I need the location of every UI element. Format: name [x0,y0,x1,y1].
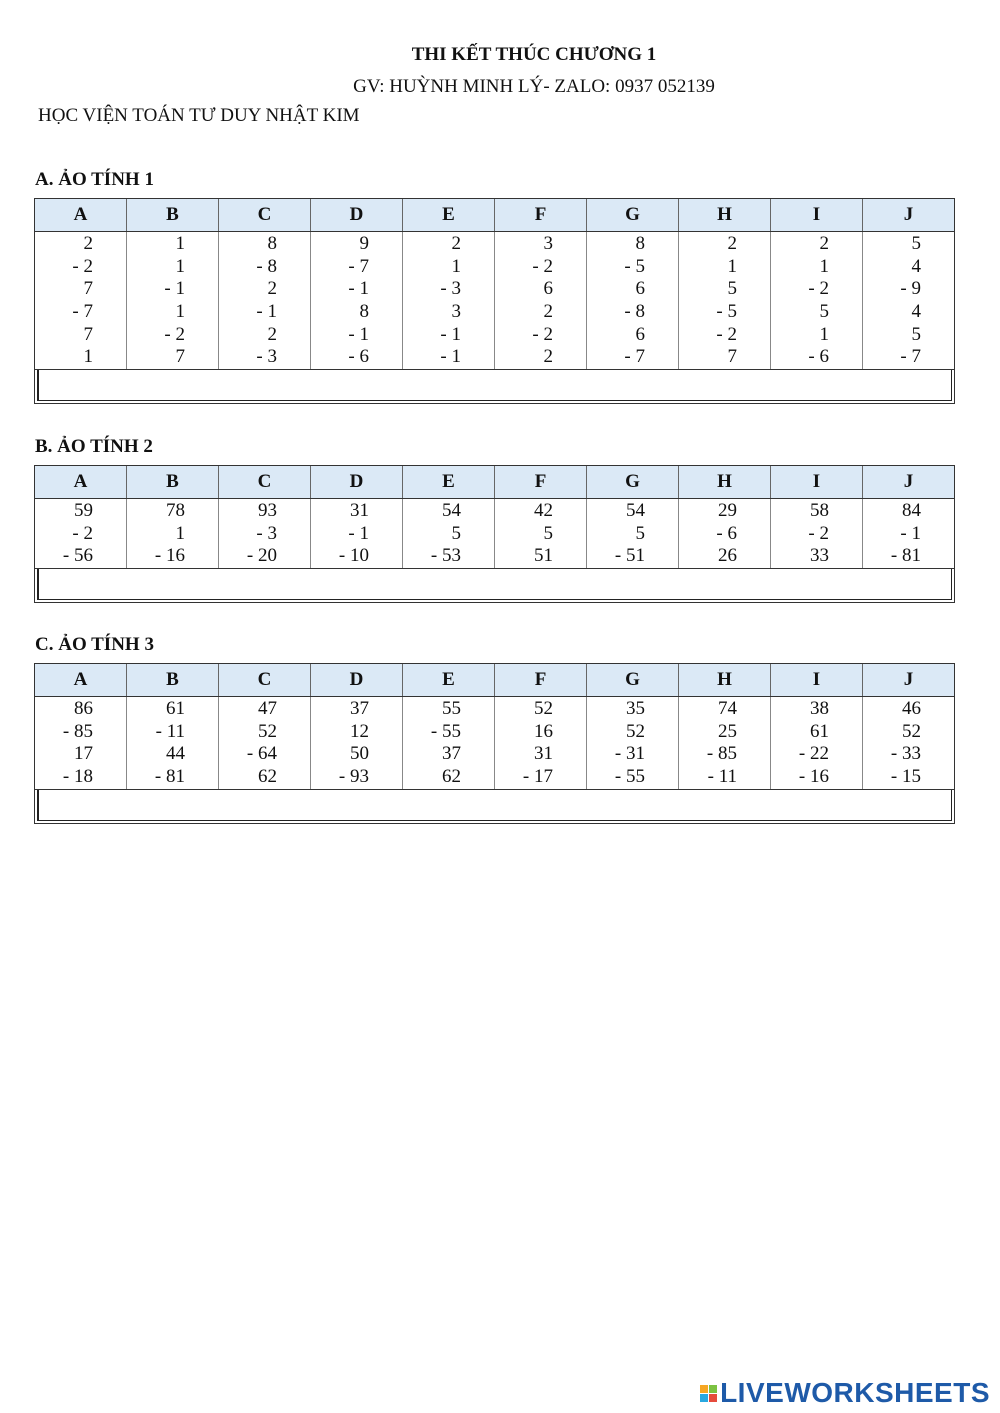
problem-number: - 2 [716,323,737,345]
problem-number: 58 [810,500,829,521]
column-header-d: D [311,466,403,498]
problem-number: 7 [83,323,93,345]
problem-number: 2 [267,278,277,300]
column-header-b: B [127,664,219,696]
problem-number: - 10 [338,545,369,567]
problem-column-d [311,697,403,789]
column-header-c: C [219,664,311,696]
problem-number: - 2 [72,255,93,277]
logo-text: LIVEWORKSHEETS [720,1377,990,1408]
problem-number: 1 [727,255,737,277]
problem-column-g [587,697,679,789]
problem-column-h [679,499,771,568]
problem-number: 16 [534,720,553,742]
problem-number: 74 [718,698,737,719]
problem-number: - 81 [890,545,921,567]
problem-number: - 3 [256,346,277,368]
problem-number: - 81 [154,766,185,788]
problem-number: 7 [175,346,185,368]
problem-number: 2 [543,346,553,368]
problem-column-j [863,697,954,789]
problem-number: 5 [911,323,921,345]
problem-number: 1 [819,323,829,345]
problem-number: 52 [626,720,645,742]
problem-column-b [127,232,219,369]
problem-column-g [587,499,679,568]
column-header-j: J [903,204,914,225]
problem-number: - 31 [614,743,645,765]
column-header-j: J [903,471,914,492]
problem-column-i [771,232,863,369]
problem-number: 2 [543,301,553,323]
problem-column-i [771,499,863,568]
problem-column-a [35,697,127,789]
problem-number: 51 [534,545,553,567]
problem-number: 1 [175,255,185,277]
problem-number: 86 [74,698,93,719]
problem-number: - 20 [246,545,277,567]
problem-number: 62 [442,766,461,788]
table-body [35,232,954,369]
problem-number: 8 [635,233,645,254]
answer-row[interactable] [35,369,954,403]
problem-column-e [403,697,495,789]
problem-number: 4 [911,255,921,277]
problem-column-a [35,232,127,369]
problem-number: - 6 [716,522,737,544]
section-table-a [34,198,955,404]
problem-number: - 1 [256,301,277,323]
problem-number: 3 [543,233,553,254]
problem-number: 61 [810,720,829,742]
problem-number: - 8 [256,255,277,277]
problem-number: - 93 [338,766,369,788]
problem-column-h [679,232,771,369]
column-header-g: G [587,466,679,498]
problem-number: 1 [175,233,185,254]
column-header-f: F [495,664,587,696]
problem-number: - 16 [154,545,185,567]
column-header-h: H [679,664,771,696]
problem-number: - 5 [624,255,645,277]
problem-number: 37 [442,743,461,765]
problem-number: 4 [911,301,921,323]
problem-number: - 2 [532,323,553,345]
problem-column-f [495,232,587,369]
problem-number: - 6 [348,346,369,368]
problem-number: - 51 [614,545,645,567]
problem-number: 17 [74,743,93,765]
problem-number: - 85 [706,743,737,765]
problem-column-c [219,232,311,369]
problem-number: 2 [267,323,277,345]
table-header [35,199,954,232]
problem-number: - 1 [348,278,369,300]
problem-number: 7 [727,346,737,368]
problem-number: - 3 [256,522,277,544]
liveworksheets-logo [700,1377,990,1409]
problem-number: 2 [451,233,461,254]
column-header-d: D [311,199,403,231]
problem-number: - 56 [62,545,93,567]
problem-number: 35 [626,698,645,719]
problem-number: 2 [819,233,829,254]
teacher-info: GV: HUỲNH MINH LÝ- ZALO: 0937 052139 [353,76,715,97]
problem-column-j [863,499,954,568]
column-header-c: C [219,199,311,231]
problem-column-e [403,499,495,568]
problem-column-j [863,232,954,369]
column-header-i: I [771,664,863,696]
problem-number: 3 [451,301,461,323]
section-table-b [34,465,955,603]
problem-number: 52 [534,698,553,719]
section-table-c [34,663,955,824]
problem-number: 6 [543,278,553,300]
problem-number: 2 [83,233,93,254]
page-title: THI KẾT THÚC CHƯƠNG 1 [411,44,657,65]
problem-number: - 5 [716,301,737,323]
problem-number: - 2 [164,323,185,345]
school-name: HỌC VIỆN TOÁN TƯ DUY NHẬT KIM [38,105,360,126]
problem-number: - 53 [430,545,461,567]
problem-column-c [219,697,311,789]
problem-number: 5 [451,522,461,544]
problem-column-a [35,499,127,568]
problem-number: 84 [902,500,921,521]
problem-number: 8 [267,233,277,254]
column-header-e: E [403,199,495,231]
problem-number: 2 [727,233,737,254]
problem-number: 61 [166,698,185,719]
problem-column-g [587,232,679,369]
problem-number: 6 [635,278,645,300]
problem-column-d [311,499,403,568]
problem-column-e [403,232,495,369]
problem-number: 50 [350,743,369,765]
problem-number: 8 [359,301,369,323]
problem-number: - 3 [440,278,461,300]
answer-input-box[interactable] [37,790,952,821]
problem-number: 29 [718,500,737,521]
problem-number: - 64 [246,743,277,765]
column-header-a: A [35,466,127,498]
column-header-i: I [771,466,863,498]
problem-number: 5 [635,522,645,544]
problem-number: 12 [350,720,369,742]
problem-number: - 18 [62,766,93,788]
problem-column-f [495,499,587,568]
column-header-b: B [127,466,219,498]
problem-number: - 1 [900,522,921,544]
problem-number: 31 [350,500,369,521]
column-header-a: A [35,664,127,696]
answer-input-box[interactable] [37,569,952,600]
problem-number: - 1 [348,522,369,544]
problem-number: - 11 [155,720,185,742]
problem-number: 26 [718,545,737,567]
problem-number: 52 [258,720,277,742]
section-title-c: C. ẢO TÍNH 3 [35,634,154,655]
problem-number: 9 [359,233,369,254]
table-header [35,466,954,499]
problem-number: - 2 [532,255,553,277]
problem-number: 1 [175,301,185,323]
problem-number: 6 [635,323,645,345]
column-header-a: A [35,199,127,231]
problem-number: - 7 [624,346,645,368]
answer-row[interactable] [35,789,954,823]
problem-number: 59 [74,500,93,521]
table-body [35,499,954,568]
problem-number: 7 [83,278,93,300]
problem-column-i [771,697,863,789]
problem-number: 47 [258,698,277,719]
problem-number: - 85 [62,720,93,742]
answer-row[interactable] [35,568,954,602]
problem-number: - 1 [440,346,461,368]
problem-number: - 55 [614,766,645,788]
table-header [35,664,954,697]
problem-number: 31 [534,743,553,765]
problem-number: - 2 [808,278,829,300]
problem-number: - 17 [522,766,553,788]
problem-number: 37 [350,698,369,719]
problem-number: 5 [543,522,553,544]
problem-number: - 33 [890,743,921,765]
problem-number: - 7 [72,301,93,323]
problem-column-b [127,499,219,568]
problem-number: - 22 [798,743,829,765]
column-header-e: E [403,466,495,498]
problem-number: - 55 [430,720,461,742]
problem-number: - 11 [707,766,737,788]
logo-blocks-icon [700,1385,717,1402]
section-title-a: A. ẢO TÍNH 1 [35,169,154,190]
problem-number: 44 [166,743,185,765]
problem-number: - 7 [348,255,369,277]
column-header-e: E [403,664,495,696]
column-header-d: D [311,664,403,696]
column-header-b: B [127,199,219,231]
problem-number: 1 [819,255,829,277]
problem-number: - 15 [890,766,921,788]
problem-number: - 1 [348,323,369,345]
problem-column-h [679,697,771,789]
problem-number: 78 [166,500,185,521]
problem-column-c [219,499,311,568]
problem-number: - 7 [900,346,921,368]
problem-number: 33 [810,545,829,567]
problem-number: - 16 [798,766,829,788]
problem-number: 42 [534,500,553,521]
column-header-j: J [903,669,914,690]
problem-column-b [127,697,219,789]
problem-column-d [311,232,403,369]
problem-number: 1 [175,522,185,544]
problem-number: - 2 [72,522,93,544]
problem-number: 1 [83,346,93,368]
table-body [35,697,954,789]
column-header-f: F [495,199,587,231]
problem-number: 54 [442,500,461,521]
problem-number: 93 [258,500,277,521]
problem-number: 25 [718,720,737,742]
problem-number: - 8 [624,301,645,323]
problem-number: - 1 [440,323,461,345]
problem-number: - 9 [900,278,921,300]
problem-number: - 2 [808,522,829,544]
column-header-c: C [219,466,311,498]
column-header-g: G [587,664,679,696]
problem-number: - 6 [808,346,829,368]
problem-number: 1 [451,255,461,277]
column-header-h: H [679,466,771,498]
problem-number: 54 [626,500,645,521]
problem-number: 52 [902,720,921,742]
problem-column-f [495,697,587,789]
problem-number: 38 [810,698,829,719]
problem-number: 55 [442,698,461,719]
answer-input-box[interactable] [37,370,952,401]
problem-number: 46 [902,698,921,719]
column-header-f: F [495,466,587,498]
problem-number: 5 [819,301,829,323]
column-header-g: G [587,199,679,231]
problem-number: 5 [727,278,737,300]
problem-number: 5 [911,233,921,254]
column-header-h: H [679,199,771,231]
section-title-b: B. ẢO TÍNH 2 [35,436,153,457]
column-header-i: I [771,199,863,231]
problem-number: 62 [258,766,277,788]
problem-number: - 1 [164,278,185,300]
